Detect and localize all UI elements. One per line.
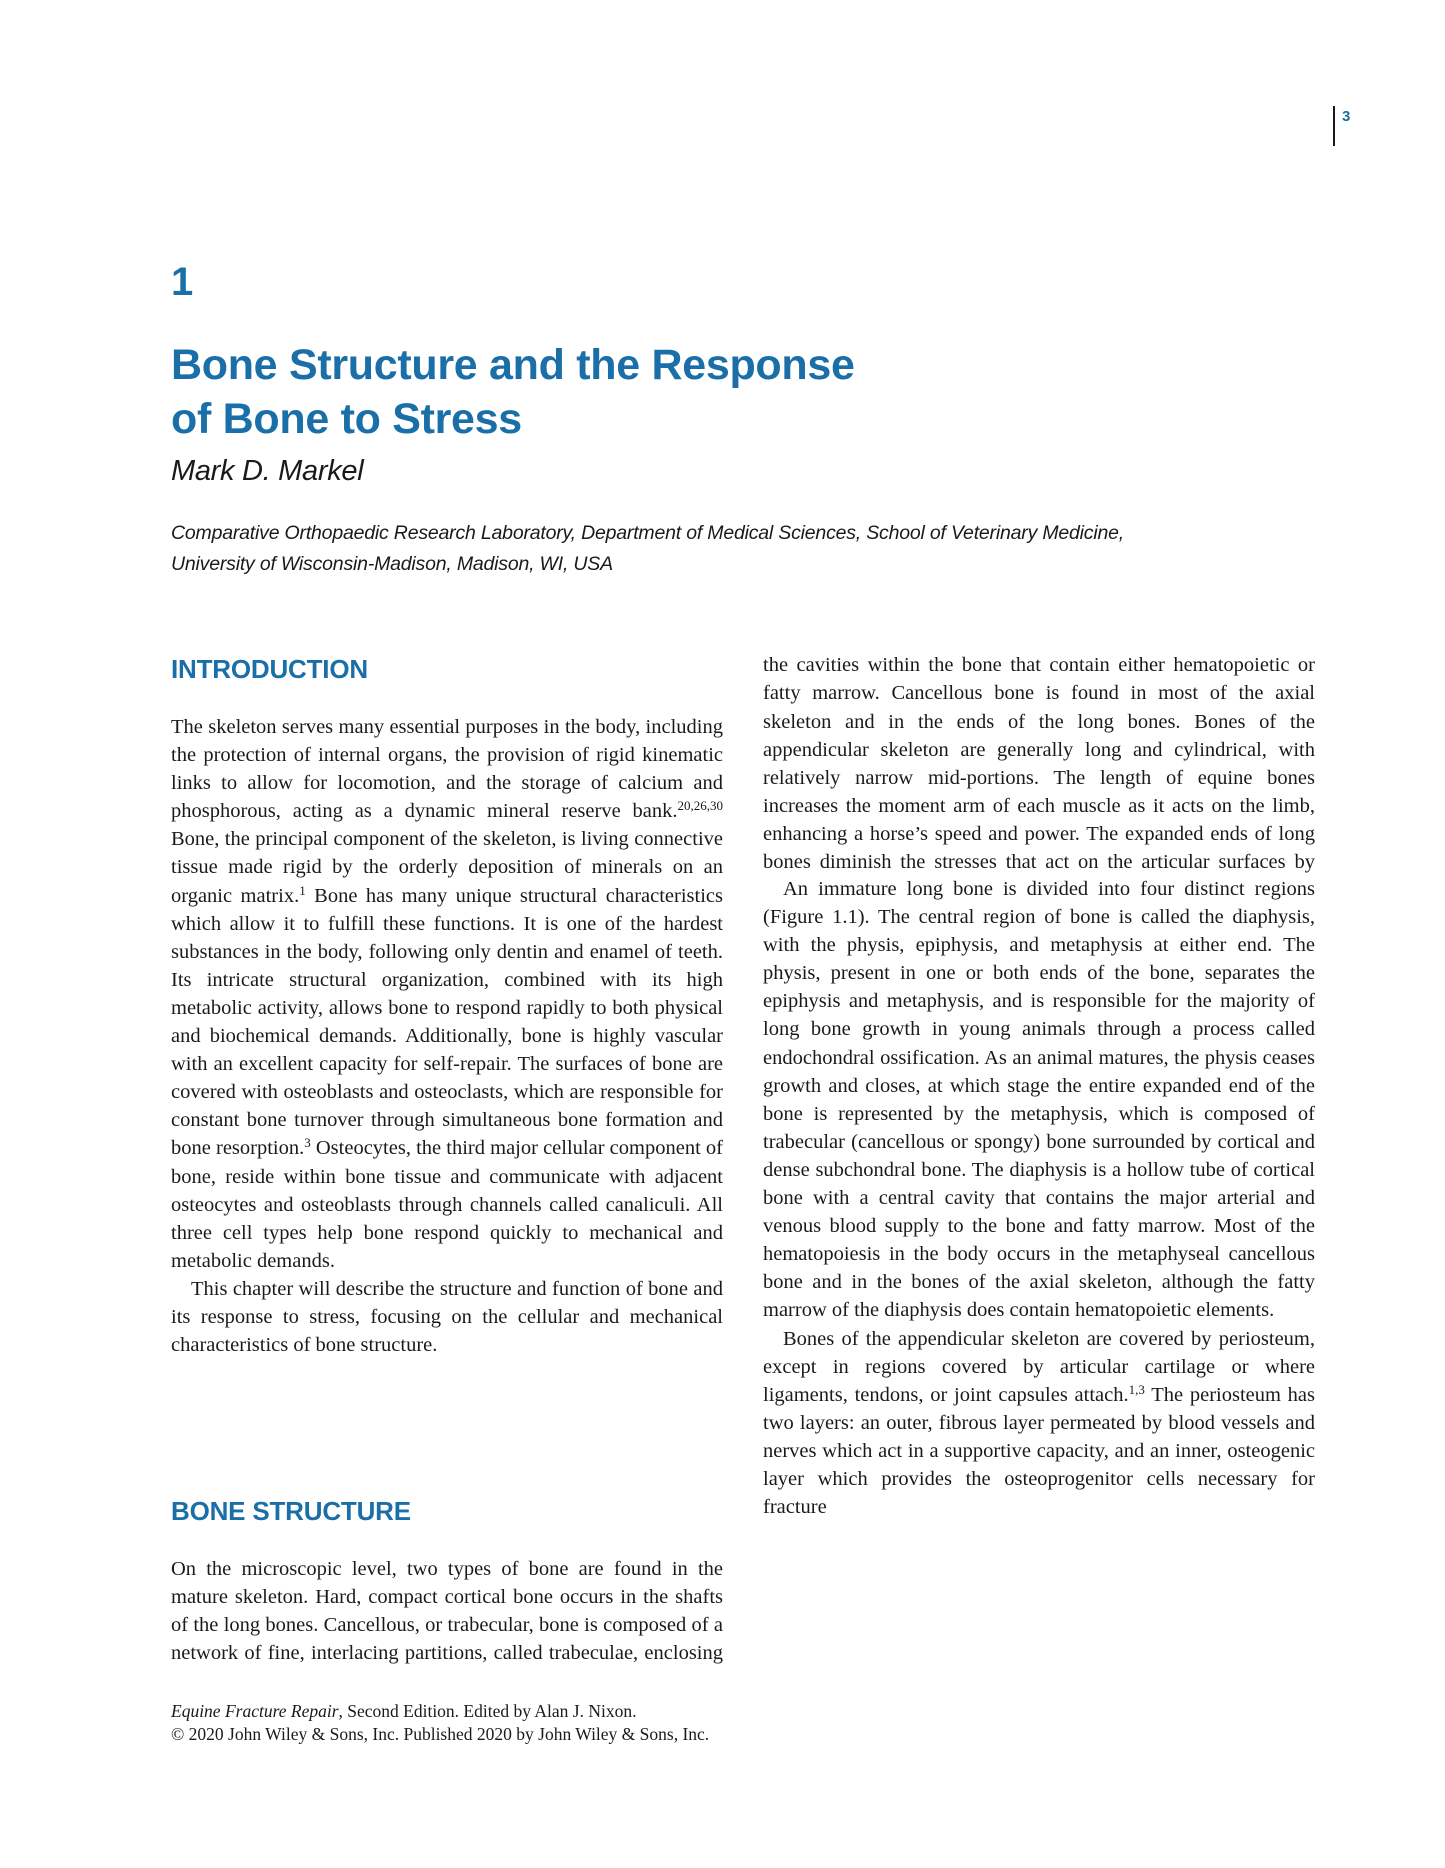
page-number-rule (1333, 106, 1335, 146)
structure-p3-text-1: Bones of the appendicular skeleton are covered by periosteum, except in regions covered by articular cartilage or where ligaments, tendons, or joint capsules attach. (763, 1327, 1315, 1406)
footer-edition: , Second Edition. Edited by Alan J. Nixon. (338, 1701, 637, 1721)
structure-paragraph-3 (763, 1325, 1315, 1522)
affiliation-line-2: University of Wisconsin-Madison, Madison, WI, USA (171, 553, 613, 575)
chapter-title-line-1: Bone Structure and the Response (171, 341, 855, 389)
page-number: 3 (1342, 108, 1351, 125)
chapter-number: 1 (171, 260, 194, 304)
affiliation-line-1: Comparative Orthopaedic Research Laboratory, Department of Medical Sciences, School of Veterinary Medicine, (171, 522, 1124, 544)
citation-ref: 3 (304, 1135, 311, 1151)
chapter-title (171, 338, 1071, 446)
structure-paragraph-1-continued: the cavities within the bone that contain either hematopoietic or fatty marrow. Cancellous bone is found in most of the axial skeleton and in the ends of the long bones. Bones of the appendicular skeleton are generally long and cylindrical, with relatively narrow mid-portions. The length of equine bones increases the moment arm of each muscle as it acts on the limb, enhancing a horse’s speed and power. The expanded ends of long bones diminish the stresses that act on the articular surfaces by (763, 654, 1315, 874)
footer-citation (171, 1700, 871, 1746)
intro-p1-text-3: Bone has many unique structural characteristics which allow it to fulfill these functions. It is one of the hardest substances in the body, following only dentin and enamel of teeth. Its intricate structural organization, combined with its high metabolic activity, allows bone to respond rapidly to both physical and biochemical demands. Additionally, bone is highly vascular with an excellent capacity for self-repair. The surfaces of bone are covered with osteoblasts and osteoclasts, which are responsible for constant bone turnover through simultaneous bone formation and bone resorption. (171, 884, 723, 1160)
bone-structure-heading: BONE STRUCTURE (171, 1496, 411, 1526)
structure-paragraph-1-continued-window (763, 651, 1315, 875)
right-column (763, 651, 1315, 1521)
structure-p3-text-2: The periosteum has two layers: an outer, fibrous layer permeated by blood vessels and nerves which act in a supportive capacity, and an inner, osteogenic layer which provides the osteoprogenitor cells necessary for fracture (763, 1383, 1315, 1519)
intro-p1-text-4: Osteocytes, the third major cellular component of bone, reside within bone tissue and communicate with adjacent osteocytes and osteoblasts through channels called canaliculi. All three cell types help bone respond quickly to mechanical and metabolic demands. (171, 1137, 723, 1272)
structure-paragraph-2: An immature long bone is divided into four distinct regions (Figure 1.1). The central region of bone is called the diaphysis, with the physis, epiphysis, and metaphysis at either end. The physis, present in one or both ends of the bone, separates the epiphysis and metaphysis, and is responsible for the majority of long bone growth in young animals through a process called endochondral ossification. As an animal matures, the physis ceases growth and closes, at which stage the entire expanded end of the bone is represented by the metaphysis, which is composed of trabecular (cancellous or spongy) bone surrounded by cortical and dense subchondral bone. The diaphysis is a hollow tube of cortical bone with a central cavity that contains the major arterial and venous blood supply to the bone and fatty marrow. Most of the hematopoiesis in the body occurs in the metaphyseal cancellous bone and in the bones of the axial skeleton, although the fatty marrow of the diaphysis does contain hematopoietic elements. (763, 878, 1315, 1322)
author-name: Mark D. Markel (171, 455, 364, 487)
introduction-heading: INTRODUCTION (171, 654, 368, 684)
citation-ref: 20,26,30 (677, 798, 723, 814)
intro-p1-text-2: Bone, the principal component of the skeleton, is living connective tissue made rigid by the orderly deposition of minerals on an organic matrix. (171, 828, 723, 907)
author-affiliation (171, 518, 1271, 580)
intro-paragraph-1 (171, 713, 723, 1275)
citation-ref: 1 (299, 882, 306, 898)
citation-ref: 1,3 (1128, 1381, 1145, 1397)
footer-copyright: © 2020 John Wiley & Sons, Inc. Published 2020 by John Wiley & Sons, Inc. (171, 1724, 710, 1744)
left-column-intro (171, 713, 723, 1359)
intro-paragraph-2: This chapter will describe the structure and function of bone and its response to stress, focusing on the cellular and mechanical characteristics of bone structure. (171, 1277, 723, 1357)
chapter-title-line-2: of Bone to Stress (171, 395, 522, 443)
structure-paragraph-1-start: On the microscopic level, two types of bone are found in the mature skeleton. Hard, compact cortical bone occurs in the shafts of the long bones. Cancellous, or trabecular, bone is composed of a network of fine, interlacing partitions, called trabeculae, enclosing (171, 1558, 723, 1665)
footer-book-title: Equine Fracture Repair (171, 1701, 339, 1721)
intro-p1-text-1: The skeleton serves many essential purposes in the body, including the protection of internal organs, the provision of rigid kinematic links to allow for locomotion, and the storage of calcium and phosphorous, acting as a dynamic mineral reserve bank. (171, 716, 723, 823)
left-column-structure (171, 1555, 723, 1667)
